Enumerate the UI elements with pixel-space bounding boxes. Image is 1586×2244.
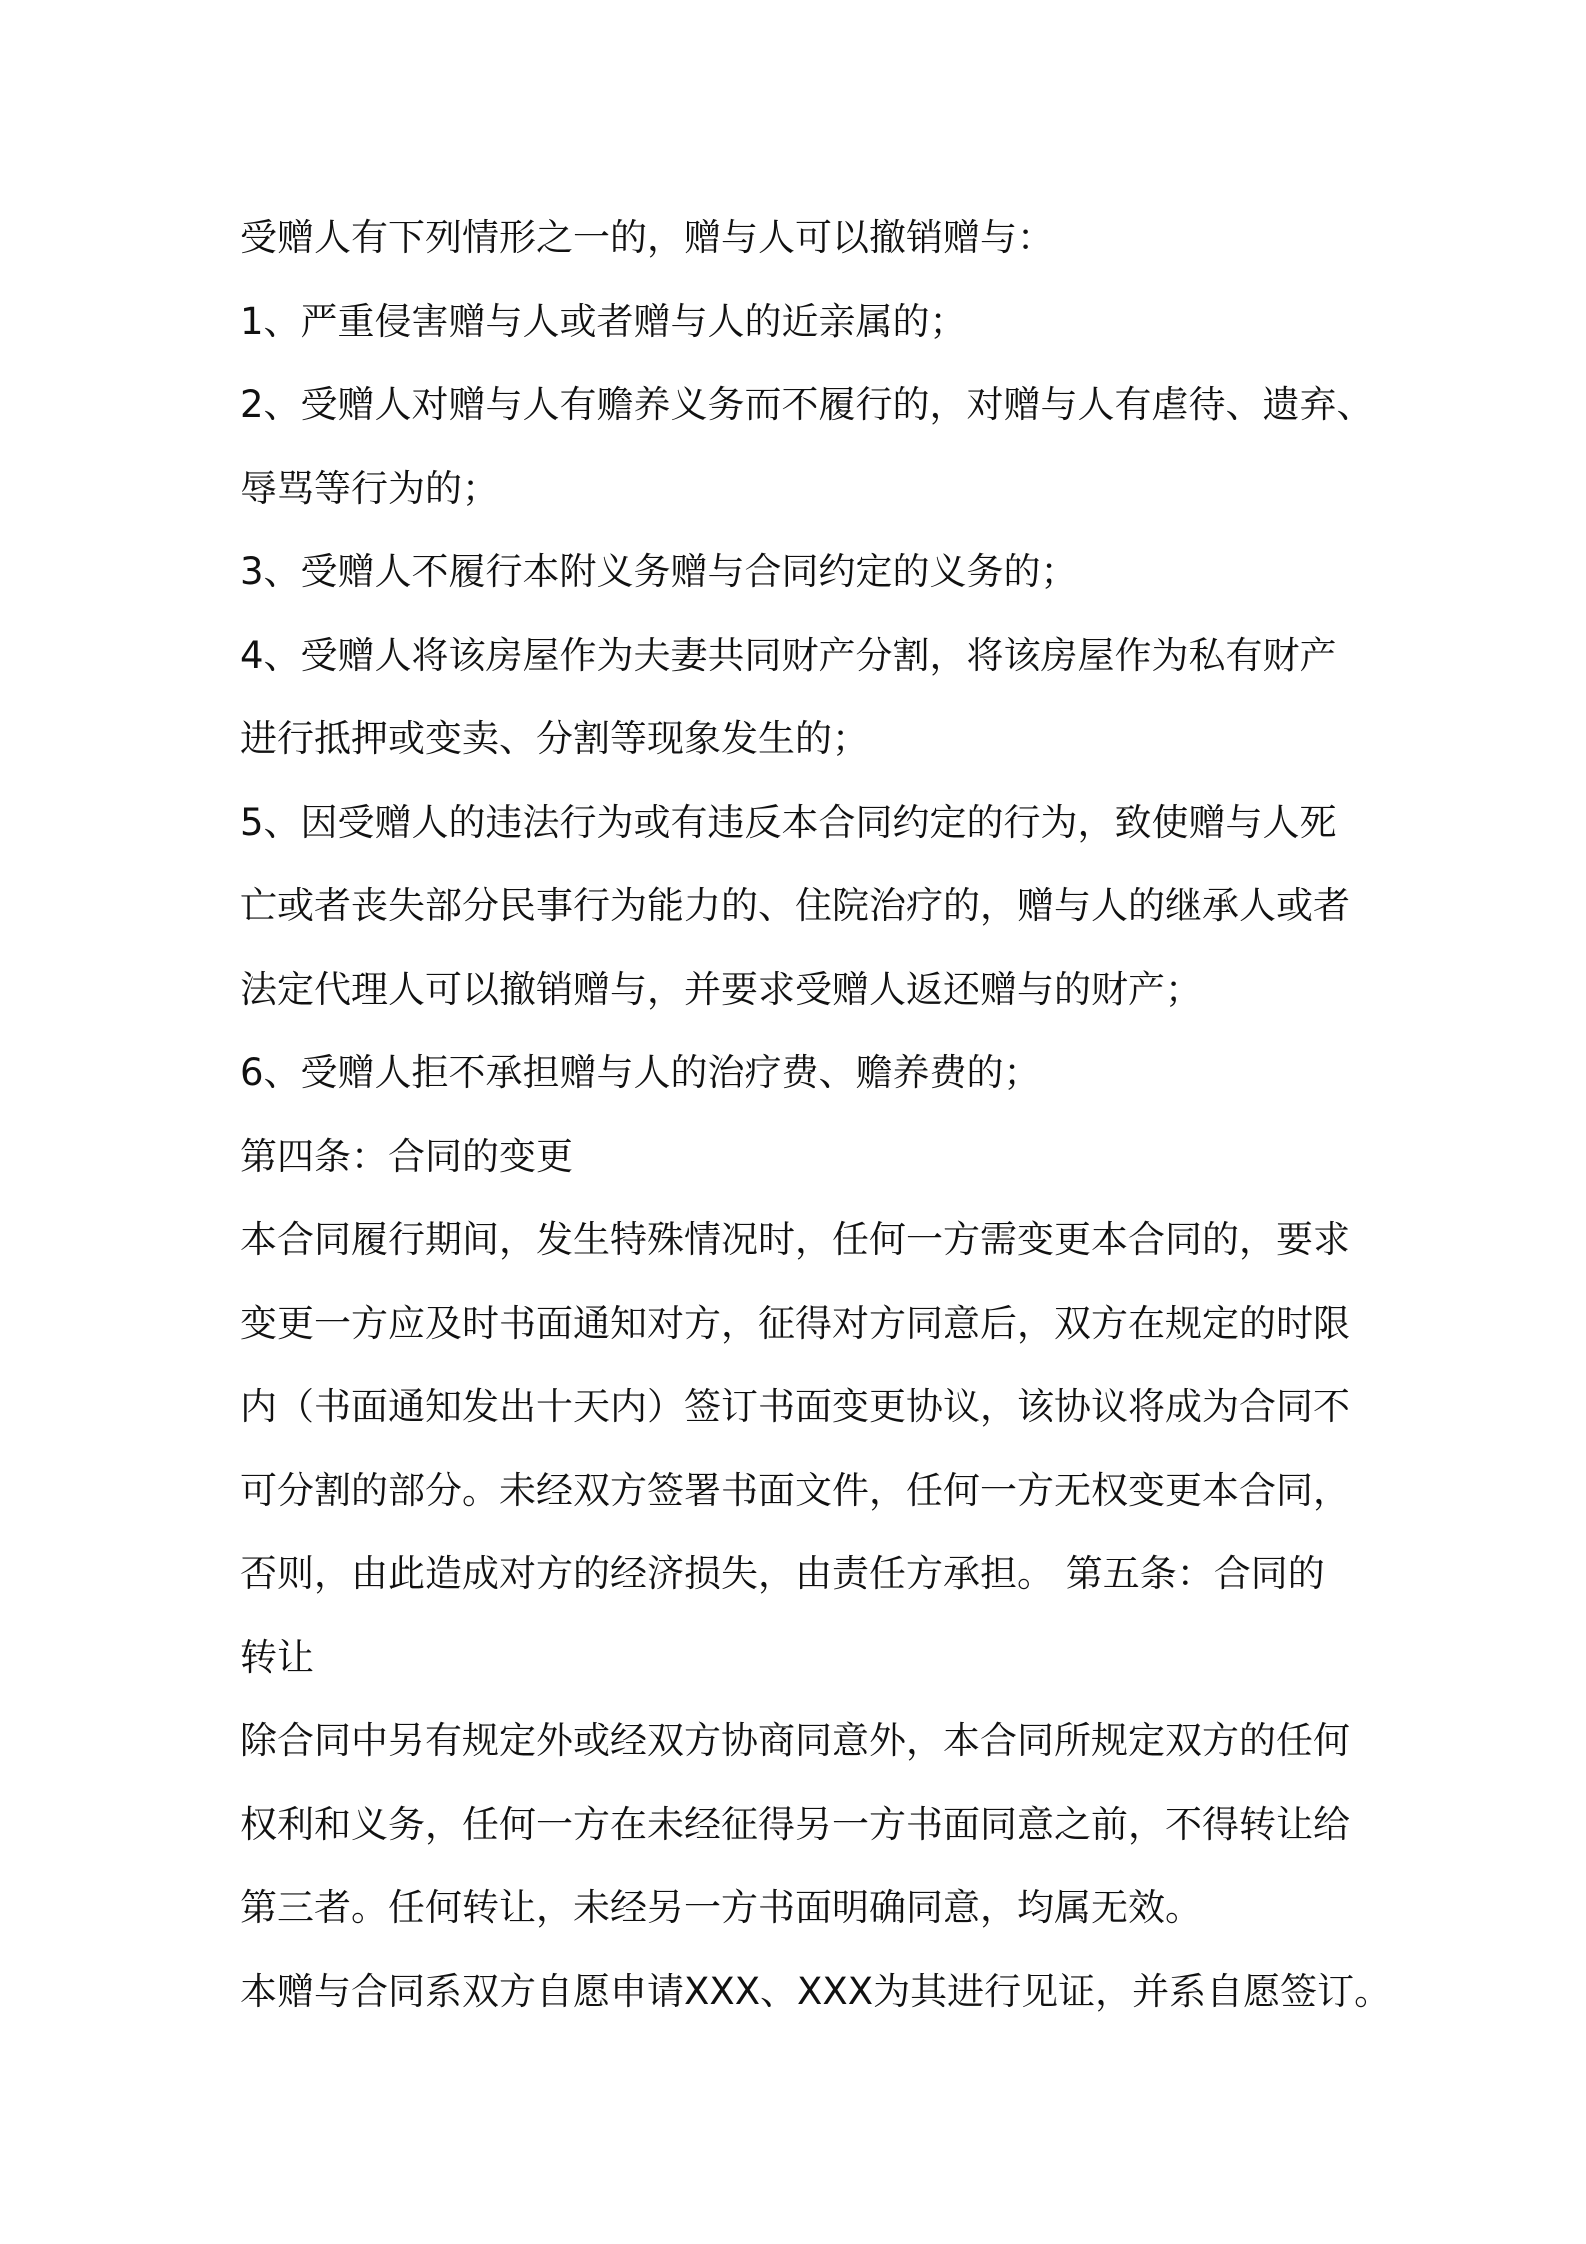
text-line-witness-statement: 本赠与合同系双方自愿申请XXX、XXX为其进行见证，并系自愿签订。 [240, 1969, 1392, 2013]
text-line-article-5-p3: 第三者。任何转让，未经另一方书面明确同意，均属无效。 [240, 1886, 1202, 1929]
text-line-article-4-p5: 否则，由此造成对方的经济损失，由责任方承担。 第五条：合同的 [240, 1552, 1325, 1595]
text-line-item-5: 5、因受赠人的违法行为或有违反本合同约定的行为，致使赠与人死 [240, 800, 1337, 844]
text-line-revocation-intro: 受赠人有下列情形之一的，赠与人可以撤销赠与： [240, 216, 1054, 259]
text-line-item-2-cont: 辱骂等行为的； [240, 466, 499, 510]
text-line-item-5-cont-2: 法定代理人可以撤销赠与，并要求受赠人返还赠与的财产； [240, 967, 1202, 1011]
text-line-item-3: 3、受赠人不履行本附义务赠与合同约定的义务的； [240, 550, 1078, 593]
contract-text-body [240, 196, 1392, 2033]
text-line-item-1: 1、严重侵害赠与人或者赠与人的近亲属的； [240, 299, 967, 343]
section-heading-article-4: 第四条：合同的变更 [240, 1134, 573, 1178]
text-line-item-4-cont: 进行抵押或变卖、分割等现象发生的； [240, 717, 869, 760]
text-line-article-4-p1: 本合同履行期间，发生特殊情况时，任何一方需变更本合同的，要求 [240, 1218, 1350, 1261]
text-line-article-4-p4: 可分割的部分。未经双方签署书面文件，任何一方无权变更本合同， [240, 1468, 1350, 1512]
text-line-article-4-p2: 变更一方应及时书面通知对方，征得对方同意后，双方在规定的时限 [240, 1301, 1350, 1345]
text-line-item-6: 6、受赠人拒不承担赠与人的治疗费、赡养费的； [240, 1051, 1041, 1094]
text-line-item-4: 4、受赠人将该房屋作为夫妻共同财产分割，将该房屋作为私有财产 [240, 633, 1337, 677]
section-heading-article-5-cont: 转让 [240, 1635, 314, 1679]
text-line-item-5-cont-1: 亡或者丧失部分民事行为能力的、住院治疗的，赠与人的继承人或者 [240, 884, 1350, 927]
text-line-item-2: 2、受赠人对赠与人有赡养义务而不履行的，对赠与人有虐待、遗弃、 [240, 383, 1374, 426]
text-line-article-4-p3: 内（书面通知发出十天内）签订书面变更协议，该协议将成为合同不 [240, 1385, 1350, 1428]
text-line-article-5-p1: 除合同中另有规定外或经双方协商同意外，本合同所规定双方的任何 [240, 1719, 1350, 1762]
text-line-article-5-p2: 权利和义务，任何一方在未经征得另一方书面同意之前，不得转让给 [240, 1802, 1350, 1846]
